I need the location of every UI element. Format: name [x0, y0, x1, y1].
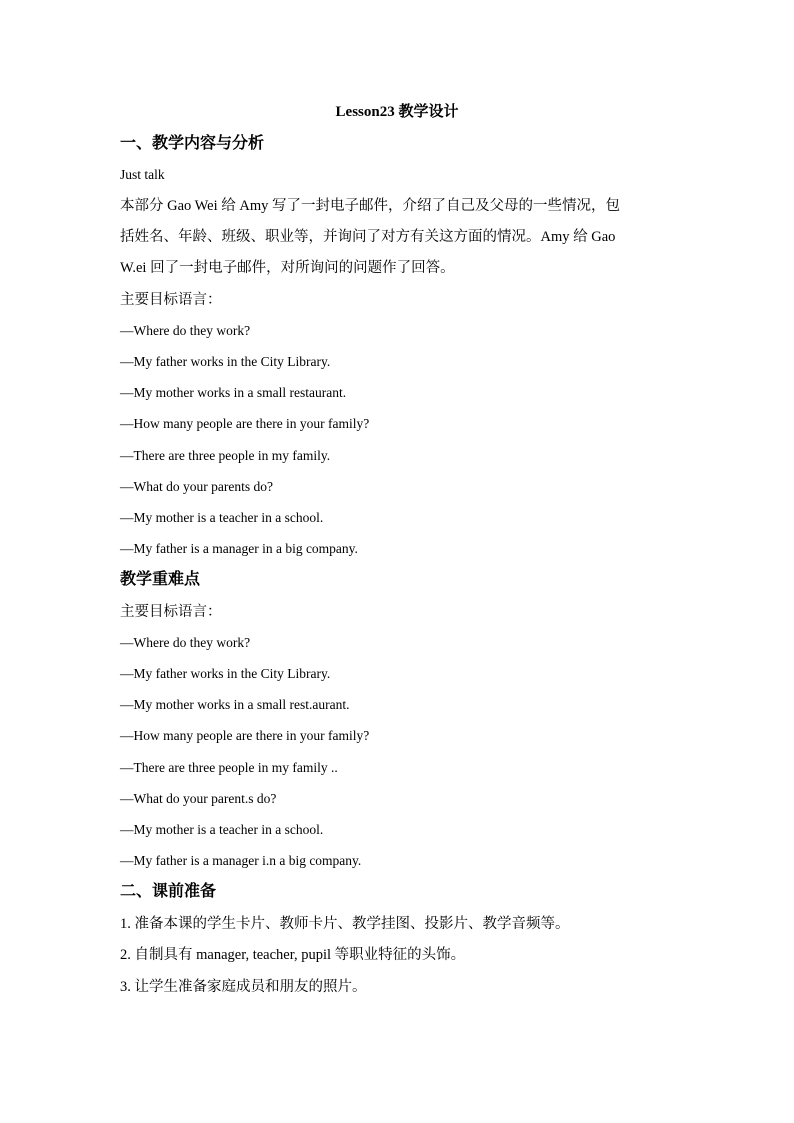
- dialogue-sentence: —There are three people in my family ..: [120, 760, 338, 775]
- section-subtitle: Just talk: [120, 167, 165, 182]
- target-language-label: 主要目标语言：: [120, 292, 222, 308]
- dialogue-sentence: —My mother works in a small restaurant.: [120, 385, 347, 400]
- dialogue-sentence: —My mother works in a small rest.aurant.: [120, 697, 350, 712]
- section-heading-key-points: 教学重难点: [120, 571, 201, 588]
- dialogue-sentence: —What do your parents do?: [120, 479, 273, 494]
- dialogue-sentence: —What do your parent.s do?: [120, 791, 277, 806]
- dialogue-sentence: —Where do they work?: [120, 323, 251, 338]
- dialogue-sentence: —My father works in the City Library.: [120, 666, 331, 681]
- paragraph-line: W.ei 回了一封电子邮件，对所询问的问题作了回答。: [120, 260, 455, 276]
- dialogue-sentence: —My mother is a teacher in a school.: [120, 822, 324, 837]
- page-title: Lesson23 教学设计: [335, 104, 459, 120]
- dialogue-sentence: —My mother is a teacher in a school.: [120, 510, 324, 525]
- dialogue-sentence: —There are three people in my family.: [120, 448, 331, 463]
- list-item: 1. 准备本课的学生卡片、教师卡片、教学挂图、投影片、教学音频等。: [120, 916, 570, 932]
- dialogue-sentence: —How many people are there in your family?: [120, 416, 370, 431]
- paragraph-line: 括姓名、年龄、班级、职业等，并询问了对方有关这方面的情况。Amy 给 Gao: [120, 229, 616, 245]
- dialogue-sentence: —Where do they work?: [120, 635, 251, 650]
- dialogue-sentence: —My father is a manager i.n a big company.: [120, 853, 362, 868]
- target-language-label: 主要目标语言：: [120, 604, 222, 620]
- paragraph-line: 本部分 Gao Wei 给 Amy 写了一封电子邮件，介绍了自己及父母的一些情况，包: [120, 198, 621, 214]
- dialogue-sentence: —My father is a manager in a big company.: [120, 541, 358, 556]
- dialogue-sentence: —My father works in the City Library.: [120, 354, 331, 369]
- list-item: 2. 自制具有 manager, teacher, pupil 等职业特征的头饰。: [120, 947, 466, 963]
- section-heading-preparation: 二、课前准备: [120, 883, 217, 900]
- section-heading-content-analysis: 一、教学内容与分析: [120, 135, 265, 152]
- dialogue-sentence: —How many people are there in your family?: [120, 728, 370, 743]
- list-item: 3. 让学生准备家庭成员和朋友的照片。: [120, 979, 367, 995]
